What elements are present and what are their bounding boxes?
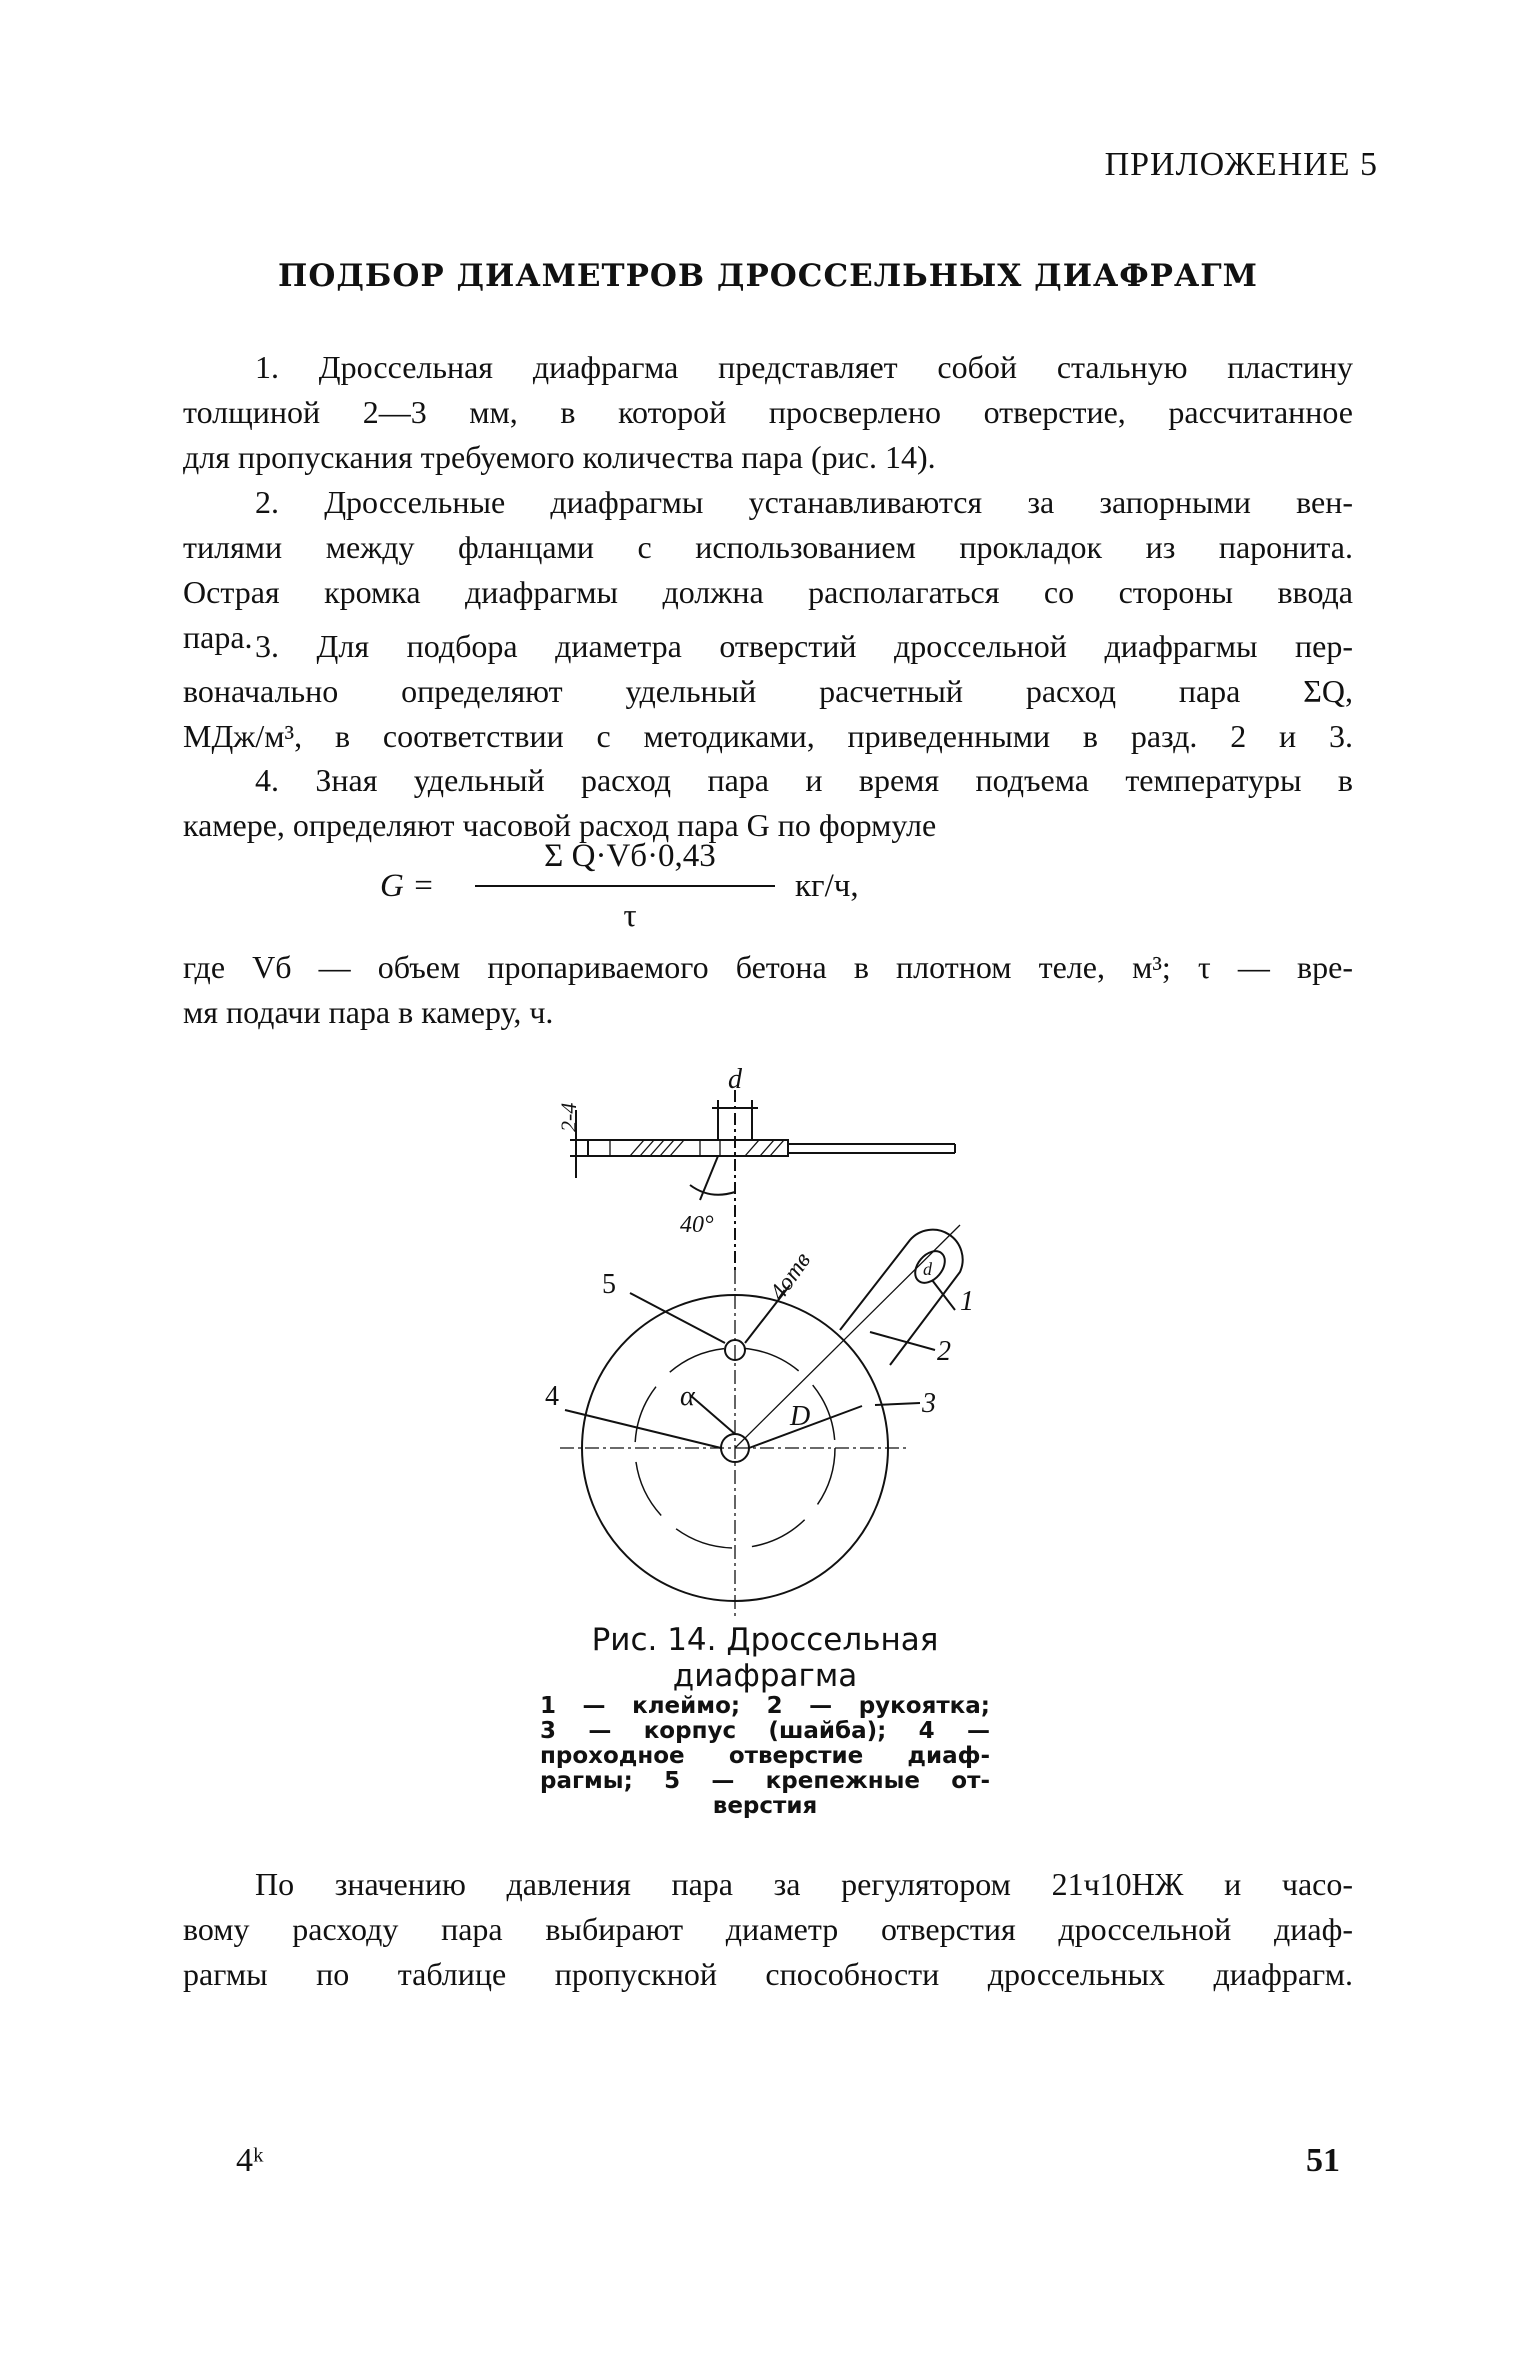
text-line: 2. Дроссельные диафрагмы устанавливаются за запорными вен-: [255, 484, 1353, 520]
label-2: 2: [937, 1336, 951, 1367]
formula-denominator: τ: [623, 898, 637, 934]
label-1: 1: [960, 1286, 974, 1317]
plate-section: [588, 1140, 788, 1156]
signature-mark: 4ᵏ: [236, 2142, 264, 2179]
hatching: [610, 1140, 784, 1156]
paragraph-5: [183, 945, 1353, 1035]
formula-numerator: Σ Q·Vб·0,43: [544, 838, 716, 874]
text-line: воначально определяют удельный расчетный расход пара ΣQ,: [183, 673, 1353, 709]
holes-count-label: 4отв: [765, 1247, 817, 1306]
label-5: 5: [602, 1269, 616, 1300]
stamp-label: d: [923, 1259, 932, 1279]
appendix-label: ПРИЛОЖЕНИЕ 5: [1104, 146, 1378, 183]
label-3: 3: [922, 1388, 936, 1419]
caption-title: диафрагма: [672, 1658, 858, 1694]
fraction-bar: [475, 885, 775, 887]
angle-label: 40°: [680, 1212, 714, 1238]
caption-legend-line: рагмы; 5 — крепежные от-: [540, 1768, 990, 1794]
text-line: камере, определяют часовой расход пара G по формуле: [183, 807, 937, 843]
formula: [380, 838, 980, 948]
caption-title: Рис. 14. Дроссельная: [591, 1622, 939, 1658]
alpha-label: α: [680, 1381, 695, 1412]
text-line: 1. Дроссельная диафрагма представляет собой стальную пластину: [255, 349, 1353, 385]
diameter-D-label: D: [790, 1401, 811, 1432]
formula-unit: кг/ч,: [795, 868, 859, 904]
text-line: Острая кромка диафрагмы должна располагаться со стороны ввода: [183, 574, 1353, 610]
plan-view: [545, 1225, 974, 1620]
paragraph-4: [183, 758, 1353, 848]
thickness-label: 2-4: [556, 1102, 581, 1132]
text-line: рагмы по таблице пропускной способности дроссельных диафрагм.: [183, 1956, 1353, 1992]
caption-legend-line: 1 — клеймо; 2 — рукоятка;: [540, 1693, 990, 1719]
caption-legend-line: 3 — корпус (шайба); 4 —: [540, 1718, 990, 1744]
text-line: 3. Для подбора диаметра отверстий дроссельной диафрагмы пер-: [255, 628, 1353, 664]
formula-lhs: G =: [380, 868, 435, 904]
figure-caption: [540, 1622, 990, 1819]
section-view: [556, 1064, 955, 1270]
caption-legend-line: верстия: [712, 1793, 818, 1819]
text-line: По значению давления пара за регулятором 21ч10НЖ и часо-: [255, 1866, 1353, 1902]
page-title: ПОДБОР ДИАМЕТРОВ ДРОССЕЛЬНЫХ ДИАФРАГМ: [278, 258, 1258, 294]
text-line: МДж/м³, в соответствии с методиками, приведенными в разд. 2 и 3.: [183, 718, 1353, 754]
text-line: тилями между фланцами с использованием прокладок из паронита.: [183, 529, 1353, 565]
text-line: где Vб — объем пропариваемого бетона в плотном теле, м³; τ — вре-: [183, 949, 1353, 985]
text-line: 4. Зная удельный расход пара и время подъема температуры в: [255, 762, 1353, 798]
text-line: вому расходу пара выбирают диаметр отверстия дроссельной диаф-: [183, 1911, 1353, 1947]
text-line: мя подачи пара в камеру, ч.: [183, 994, 554, 1030]
paragraph-3: [183, 624, 1353, 759]
text-line: толщиной 2—3 мм, в которой просверлено отверстие, рассчитанное: [183, 394, 1353, 430]
page-number: 51: [1306, 2142, 1340, 2179]
label-4: 4: [545, 1381, 559, 1412]
diaphragm-drawing: [540, 1060, 1020, 1620]
paragraph-1: [183, 345, 1353, 480]
hole-diameter-label: d: [728, 1064, 742, 1095]
paragraph-6: [183, 1862, 1353, 1997]
text-line: для пропускания требуемого количества пара (рис. 14).: [183, 439, 936, 475]
caption-legend-line: проходное отверстие диаф-: [540, 1743, 990, 1769]
text-line: пара.: [183, 619, 253, 655]
